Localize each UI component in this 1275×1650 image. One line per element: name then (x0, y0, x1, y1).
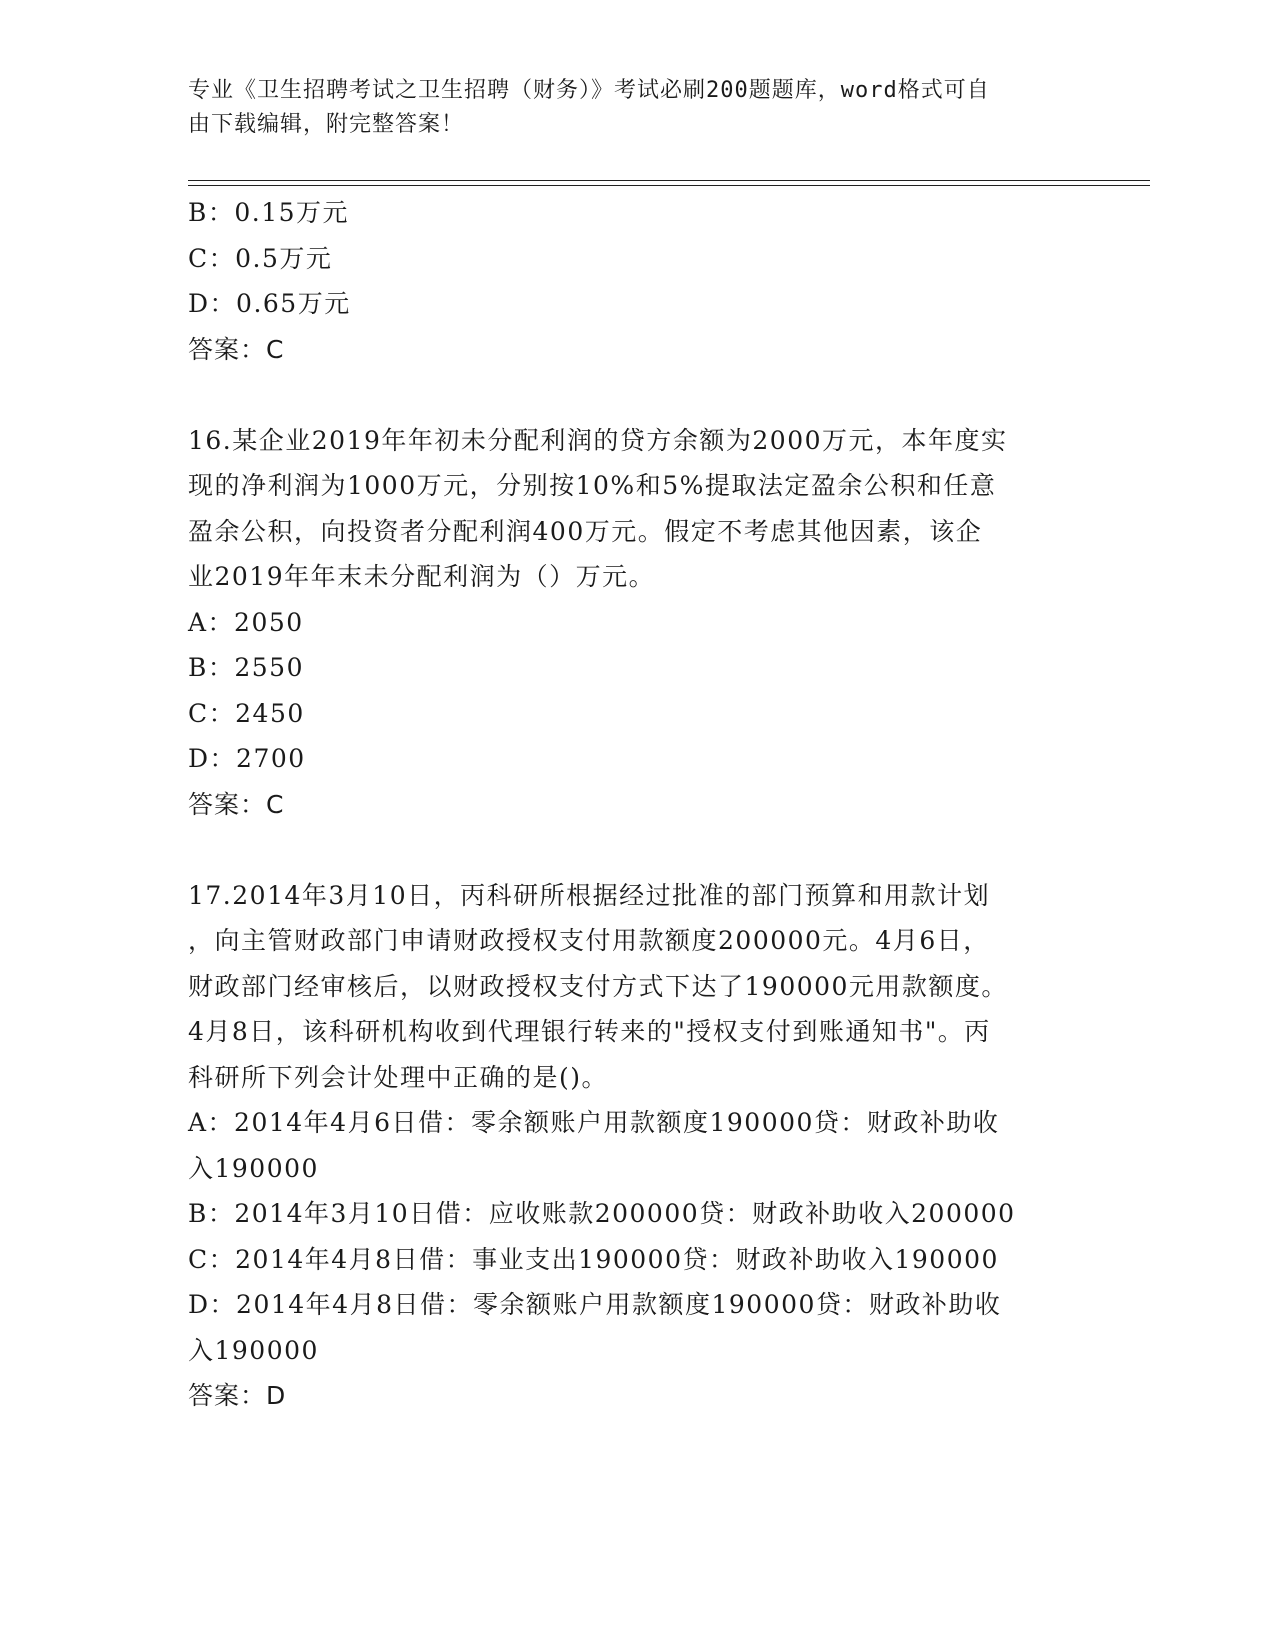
option-d: D：2014年4月8日借：零余额账户用款额度190000贷：财政补助收 (188, 1290, 1002, 1319)
option-c: C：2014年4月8日借：事业支出190000贷：财政补助收入190000 (188, 1244, 999, 1274)
header-divider-top (188, 180, 1150, 181)
answer-line: 答案：D (188, 1381, 287, 1410)
question-text-line: 盈余公积，向投资者分配利润400万元。假定不考虑其他因素，该企 (188, 516, 983, 546)
option-d-continuation: 入190000 (188, 1335, 319, 1365)
answer-line: 答案：C (188, 334, 285, 364)
question-text-line: 业2019年年末未分配利润为（）万元。 (188, 562, 656, 591)
option-a: A：2014年4月6日借：零余额账户用款额度190000贷：财政补助收 (188, 1108, 1000, 1137)
header-divider-bottom (188, 185, 1150, 186)
header-line-2: 由下载编辑，附完整答案！ (188, 112, 465, 137)
option-c: C：2450 (188, 698, 305, 728)
question-16 (188, 418, 1088, 828)
question-text-line: 现的净利润为1000万元，分别按10%和5%提取法定盈余公积和任意 (188, 471, 997, 500)
question-text-line: 财政部门经审核后，以财政授权支付方式下达了190000元用款额度。 (188, 971, 1008, 1001)
document-header (188, 74, 1068, 142)
question-15-continuation (188, 190, 1088, 372)
question-17 (188, 873, 1088, 1419)
question-text-line: 4月8日，该科研机构收到代理银行转来的"授权支付到账通知书"。丙 (188, 1017, 991, 1046)
answer-line: 答案：C (188, 789, 285, 819)
option-b: B：0.15万元 (188, 198, 350, 227)
question-text-line: 科研所下列会计处理中正确的是()。 (188, 1062, 609, 1092)
option-d: D：2700 (188, 744, 306, 773)
option-a-continuation: 入190000 (188, 1153, 319, 1183)
header-line-1: 专业《卫生招聘考试之卫生招聘（财务）》考试必刷200题题库，word格式可自 (188, 78, 990, 103)
question-text-line: ，向主管财政部门申请财政授权支付用款额度200000元。4月6日， (188, 926, 990, 955)
option-b: B：2014年3月10日借：应收账款200000贷：财政补助收入200000 (188, 1199, 1016, 1228)
question-text-line: 17.2014年3月10日，丙科研所根据经过批准的部门预算和用款计划 (188, 880, 991, 910)
option-a: A：2050 (188, 607, 304, 637)
option-d: D：0.65万元 (188, 289, 351, 318)
spacer (188, 372, 1088, 418)
option-c: C：0.5万元 (188, 243, 333, 273)
question-text-line: 16.某企业2019年年初未分配利润的贷方余额为2000万元，本年度实 (188, 425, 1008, 455)
document-body (188, 190, 1088, 1419)
spacer (188, 827, 1088, 873)
option-b: B：2550 (188, 653, 304, 682)
